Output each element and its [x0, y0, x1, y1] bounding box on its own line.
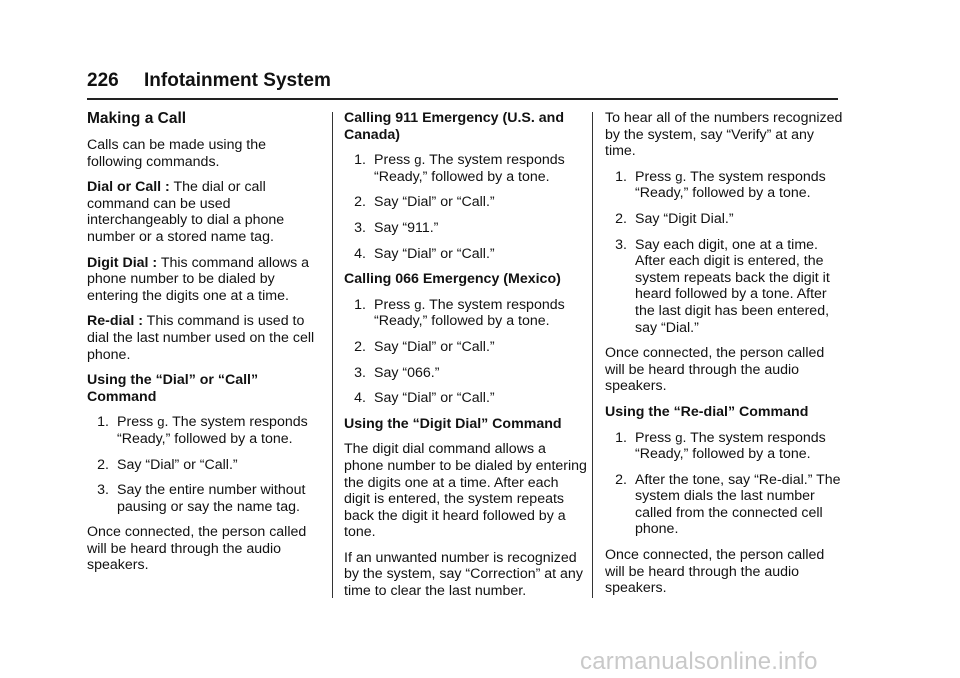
def-term: Re-dial :	[87, 313, 143, 330]
step-post: . The system responds “Ready,” followed by a tone.	[117, 414, 308, 447]
step-number: 2.	[354, 194, 366, 211]
step-number: 1.	[615, 168, 627, 185]
step-text	[374, 297, 588, 330]
step-text	[635, 430, 843, 463]
list-item	[344, 365, 588, 382]
digit-dial-steps	[605, 169, 843, 336]
def-desc: The dial or call command can be used interchangeably to dial a phone number or a stored name tag.	[87, 179, 285, 245]
step-text	[117, 414, 323, 447]
step-pre: Press	[374, 296, 415, 313]
list-item	[605, 472, 843, 538]
step-number: 4.	[354, 390, 366, 407]
step-number: 3.	[354, 219, 366, 236]
step-text	[635, 169, 843, 202]
column-divider-1	[332, 112, 333, 598]
calling-066-subheading: Calling 066 Emergency (Mexico)	[344, 271, 561, 288]
phone-talk-icon: ɡ	[157, 414, 165, 430]
list-item	[87, 457, 323, 474]
step-pre: Press	[117, 414, 158, 431]
calling-911-subheading: Calling 911 Emergency (U.S. and Canada)	[344, 110, 564, 143]
re-dial-steps	[605, 430, 843, 539]
step-post: . The system responds “Ready,” followed by a tone.	[635, 168, 826, 202]
column-3	[605, 110, 843, 606]
def-digit-dial	[87, 255, 323, 305]
list-item	[344, 246, 588, 263]
connected-text: Once connected, the person called will be heard through the audio speakers.	[605, 345, 825, 395]
step-text: Say “Dial” or “Call.”	[117, 456, 238, 473]
page-header	[87, 70, 838, 98]
header-rule	[87, 98, 838, 100]
column-1	[87, 110, 323, 583]
step-number: 3.	[97, 482, 109, 499]
step-text: Say “066.”	[374, 364, 440, 381]
outro-text: Once connected, the person called will be heard through the audio speakers.	[87, 524, 307, 574]
list-item	[344, 339, 588, 356]
making-a-call-heading: Making a Call	[87, 110, 187, 127]
step-text: Say “Dial” or “Call.”	[374, 194, 495, 211]
phone-talk-icon: ɡ	[675, 168, 683, 184]
step-number: 2.	[354, 338, 366, 355]
def-term: Dial or Call :	[87, 179, 170, 196]
step-post: . The system responds “Ready,” followed by a tone.	[374, 296, 565, 330]
step-pre: Press	[635, 429, 676, 446]
def-desc: This command is used to dial the last number used on the cell phone.	[87, 313, 315, 363]
step-number: 1.	[354, 152, 366, 169]
step-pre: Press	[635, 168, 676, 185]
list-item	[87, 414, 323, 447]
connected-text-2: Once connected, the person called will be heard through the audio speakers.	[605, 547, 825, 597]
step-pre: Press	[374, 152, 415, 169]
intro-text: Calls can be made using the following commands.	[87, 137, 267, 170]
step-text	[374, 152, 588, 185]
dial-call-subheading: Using the “Dial” or “Call” Command	[87, 372, 259, 405]
step-text: Say each digit, one at a time. After each digit is entered, the system repeats back the digit it heard followed by a tone. After the last digit has been entered, say “Dial.”	[635, 236, 830, 336]
step-number: 3.	[354, 364, 366, 381]
step-number: 1.	[615, 429, 627, 446]
phone-talk-icon: ɡ	[675, 429, 683, 445]
step-number: 2.	[97, 456, 109, 473]
list-item	[605, 430, 843, 463]
step-number: 1.	[354, 296, 366, 313]
list-item	[605, 169, 843, 202]
list-item	[87, 482, 323, 515]
step-number: 2.	[615, 210, 627, 227]
digit-dial-text: The digit dial command allows a phone number to be dialed by entering the digits one at a time. After each digit is entered, the system repeats back the digit it heard followed by a tone.	[344, 441, 587, 541]
def-re-dial	[87, 313, 323, 363]
step-number: 2.	[615, 471, 627, 488]
list-item	[344, 194, 588, 211]
def-dial-or-call	[87, 179, 323, 245]
step-text: Say “Dial” or “Call.”	[374, 245, 495, 262]
calling-911-steps	[344, 152, 588, 262]
list-item	[605, 211, 843, 228]
calling-066-steps	[344, 297, 588, 407]
step-text: Say “Digit Dial.”	[635, 210, 734, 227]
step-number: 1.	[97, 414, 109, 431]
step-text: After the tone, say “Re-dial.” The system dials the last number called from the connected cell phone.	[635, 471, 841, 538]
step-number: 3.	[615, 236, 627, 253]
column-2	[344, 110, 588, 609]
step-post: . The system responds “Ready,” followed by a tone.	[374, 152, 565, 185]
def-term: Digit Dial :	[87, 254, 158, 271]
list-item	[344, 390, 588, 407]
step-text: Say “Dial” or “Call.”	[374, 390, 495, 407]
phone-talk-icon: ɡ	[414, 152, 422, 168]
watermark: carmanualsonline.info	[580, 648, 818, 675]
list-item	[605, 237, 843, 337]
list-item	[344, 220, 588, 237]
list-item	[344, 152, 588, 185]
verify-text: To hear all of the numbers recognized by the system, say “Verify” at any time.	[605, 110, 843, 160]
def-desc: This command allows a phone number to be dialed by entering the digits one at a time.	[87, 254, 310, 304]
correction-text: If an unwanted number is recognized by the system, say “Correction” at any time to clear the last number.	[344, 549, 583, 600]
column-divider-2	[592, 112, 593, 598]
section-title: Infotainment System	[144, 70, 331, 91]
digit-dial-subheading: Using the “Digit Dial” Command	[344, 415, 562, 432]
phone-talk-icon: ɡ	[414, 296, 422, 312]
dial-call-steps	[87, 414, 323, 515]
step-post: . The system responds “Ready,” followed by a tone.	[635, 429, 826, 463]
page-number: 226	[87, 70, 119, 91]
step-number: 4.	[354, 245, 366, 262]
list-item	[344, 297, 588, 330]
step-text: Say “Dial” or “Call.”	[374, 338, 495, 355]
step-text: Say the entire number without pausing or say the name tag.	[117, 482, 306, 515]
re-dial-subheading: Using the “Re-dial” Command	[605, 403, 809, 420]
step-text: Say “911.”	[374, 219, 439, 236]
